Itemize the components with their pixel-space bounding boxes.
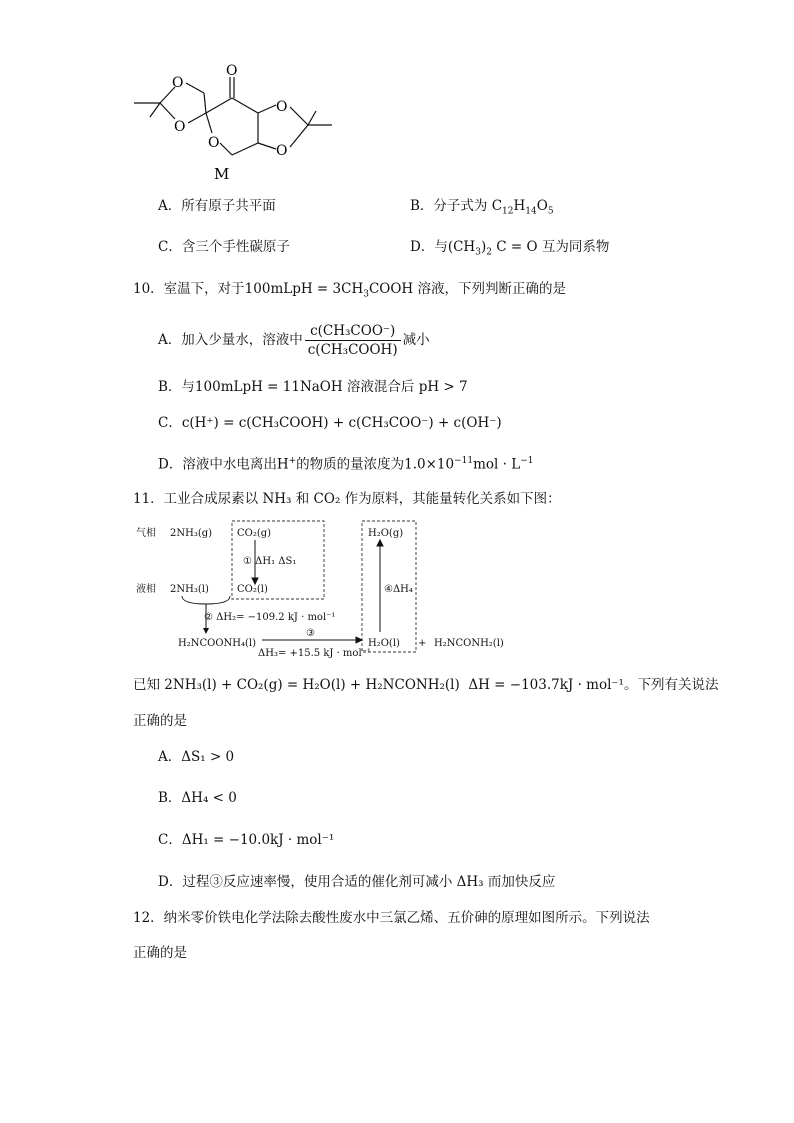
atom-o-4: O [208, 135, 220, 151]
q11-known-tail: 正确的是 [133, 713, 187, 729]
atom-o-6: O [276, 143, 288, 159]
energy-diagram [130, 518, 530, 660]
q12-stem-line2: 正确的是 [133, 945, 187, 961]
q9-option-b: B．分子式为 $C_{12}H_{14}O_5$ [410, 198, 554, 217]
atom-o-1: O [172, 75, 184, 91]
step2-label: ② ΔH₂= −109.2 kJ · mol⁻¹ [204, 612, 336, 623]
step3-label: ③ [306, 628, 315, 639]
q9-option-c: C．含三个手性碳原子 [158, 239, 290, 255]
co2-liquid: CO₂(l) [237, 584, 268, 595]
step1-label: ① ΔH₁ ΔS₁ [243, 556, 297, 567]
q10-option-c: C．c(H⁺) = c(CH₃COOH) + c(CH₃COO⁻) + c(OH⁻) [158, 415, 502, 431]
liquid-phase-label: 液相 [136, 584, 156, 595]
nh3-gas: 2NH₃(g) [170, 528, 213, 539]
co2-gas: CO₂(g) [237, 528, 272, 539]
atom-o-3: O [226, 63, 238, 79]
q10-option-b: B．与100mLpH = 11NaOH 溶液混合后 pH > 7 [158, 379, 468, 395]
q10-option-d: D．溶液中水电离出H+的物质的量浓度为$1.0\times 10^{-11}mol \cdot L^{-1}$ [158, 456, 534, 473]
step4-label: ④ΔH₄ [384, 584, 413, 595]
q9-option-d: D．与$(CH_3)_2$ C = O 互为同系物 [410, 239, 610, 258]
step3-dh: ΔH₃= +15.5 kJ · mol⁻¹ [258, 648, 371, 659]
q12-stem-line1: 12．纳米零价铁电化学法除去酸性废水中三氯乙烯、五价砷的原理如图所示。下列说法 [133, 910, 650, 926]
q9-option-a: A．所有原子共平面 [158, 198, 276, 214]
h2o-liquid: H₂O(l) [368, 638, 400, 649]
carbamate: H₂NCOONH₄(l) [178, 638, 257, 649]
q10-stem: 10．室温下，对于100mLpH = $3CH_3COOH$ 溶液，下列判断正确的是 [133, 281, 566, 300]
structure-m-diagram [120, 55, 350, 185]
q11-option-a: A．ΔS₁ > 0 [158, 749, 235, 765]
structure-label-m: M [214, 165, 230, 183]
q11-option-b: B．ΔH₄ < 0 [158, 790, 237, 806]
q11-stem: 11．工业合成尿素以 NH₃ 和 CO₂ 作为原料，其能量转化关系如下图： [133, 491, 561, 507]
urea: H₂NCONH₂(l) [434, 638, 504, 649]
atom-o-2: O [174, 119, 186, 135]
plus-sign: + [418, 638, 427, 649]
h2o-gas: H₂O(g) [368, 528, 404, 539]
nh3-liquid: 2NH₃(l) [170, 584, 209, 595]
q10-option-a: A．加入少量水，溶液中 $\frac{\text{c(CH₃COO⁻)}}{\text{c(CH₃COOH)}}$ 减小 [158, 323, 430, 358]
atom-o-5: O [276, 99, 288, 115]
concentration-ratio: $\frac{\text{c(CH₃COO⁻)}}{\text{c(CH₃COOH)}}$ [305, 322, 401, 359]
q11-option-d: D．过程③反应速率慢，使用合适的催化剂可减小 ΔH₃ 而加快反应 [158, 874, 556, 890]
q11-option-c: C．ΔH₁ = −10.0kJ · mol⁻¹ [158, 832, 335, 848]
q11-known-reaction: 已知 2NH₃(l) + CO₂(g) = H₂O(l) + H₂NCONH₂(l) ΔH = −103.7kJ · mol⁻¹。下列有关说法 [133, 677, 719, 693]
gas-phase-label: 气相 [136, 528, 156, 539]
